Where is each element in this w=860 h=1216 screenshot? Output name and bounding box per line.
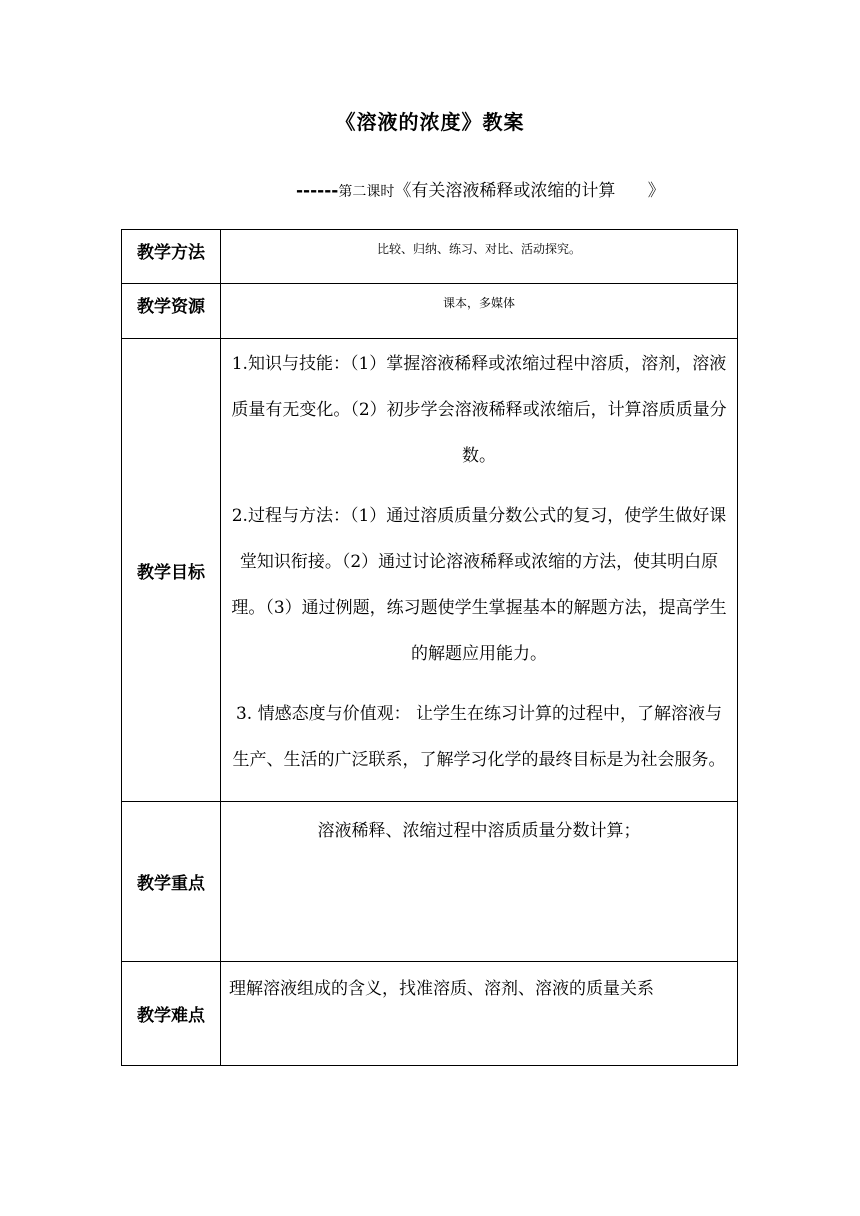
resources-value: 课本，多媒体 <box>442 296 515 310</box>
subtitle-topic: 《有关溶液稀释或浓缩的计算 》 <box>394 181 665 201</box>
objective-knowledge: 1.知识与技能：（1）掌握溶液稀释或浓缩过程中溶质，溶剂，溶液质量有无变化。（2）初步学会溶液稀释或浓缩后，计算溶质质量分数。 <box>231 354 727 466</box>
method-label: 教学方法 <box>122 230 221 284</box>
objectives-list <box>221 339 737 783</box>
key-points-value: 溶液稀释、浓缩过程中溶质质量分数计算； <box>317 821 641 841</box>
subtitle-lesson: 第二课时 <box>338 184 395 200</box>
row-method <box>122 230 738 284</box>
document-subtitle <box>296 176 665 201</box>
row-objectives <box>122 339 738 802</box>
key-points-cell <box>221 802 738 962</box>
document-title: 《溶液的浓度》教案 <box>335 110 525 134</box>
method-value: 比较、归纳、练习、对比、活动探究。 <box>376 242 581 256</box>
row-resources <box>122 284 738 339</box>
difficulties-label: 教学难点 <box>122 962 221 1066</box>
objective-process: 2.过程与方法：（1）通过溶质质量分数公式的复习，使学生做好课堂知识衔接。（2）通过讨论溶液稀释或浓缩的方法，使其明白原理。（3）通过例题，练习题使学生掌握基本的解题方法，提高学生的解题应用能力。 <box>231 506 727 664</box>
objective-attitude: 3. 情感态度与价值观： 让学生在练习计算的过程中，了解溶液与生产、生活的广泛联系，了解学习化学的最终目标是为社会服务。 <box>232 704 726 770</box>
difficulties-cell <box>221 962 738 1066</box>
resources-label: 教学资源 <box>122 284 221 339</box>
row-key-points <box>122 802 738 962</box>
difficulties-value: 理解溶液组成的含义，找准溶质、溶剂、溶液的质量关系 <box>229 979 654 999</box>
row-difficulties <box>122 962 738 1066</box>
key-points-label: 教学重点 <box>122 802 221 962</box>
resources-cell <box>221 284 738 339</box>
objectives-label: 教学目标 <box>122 339 221 802</box>
method-cell <box>221 230 738 284</box>
lesson-plan-table <box>121 229 738 1066</box>
subtitle-dashes: ------ <box>296 181 339 201</box>
objectives-cell <box>221 339 738 802</box>
